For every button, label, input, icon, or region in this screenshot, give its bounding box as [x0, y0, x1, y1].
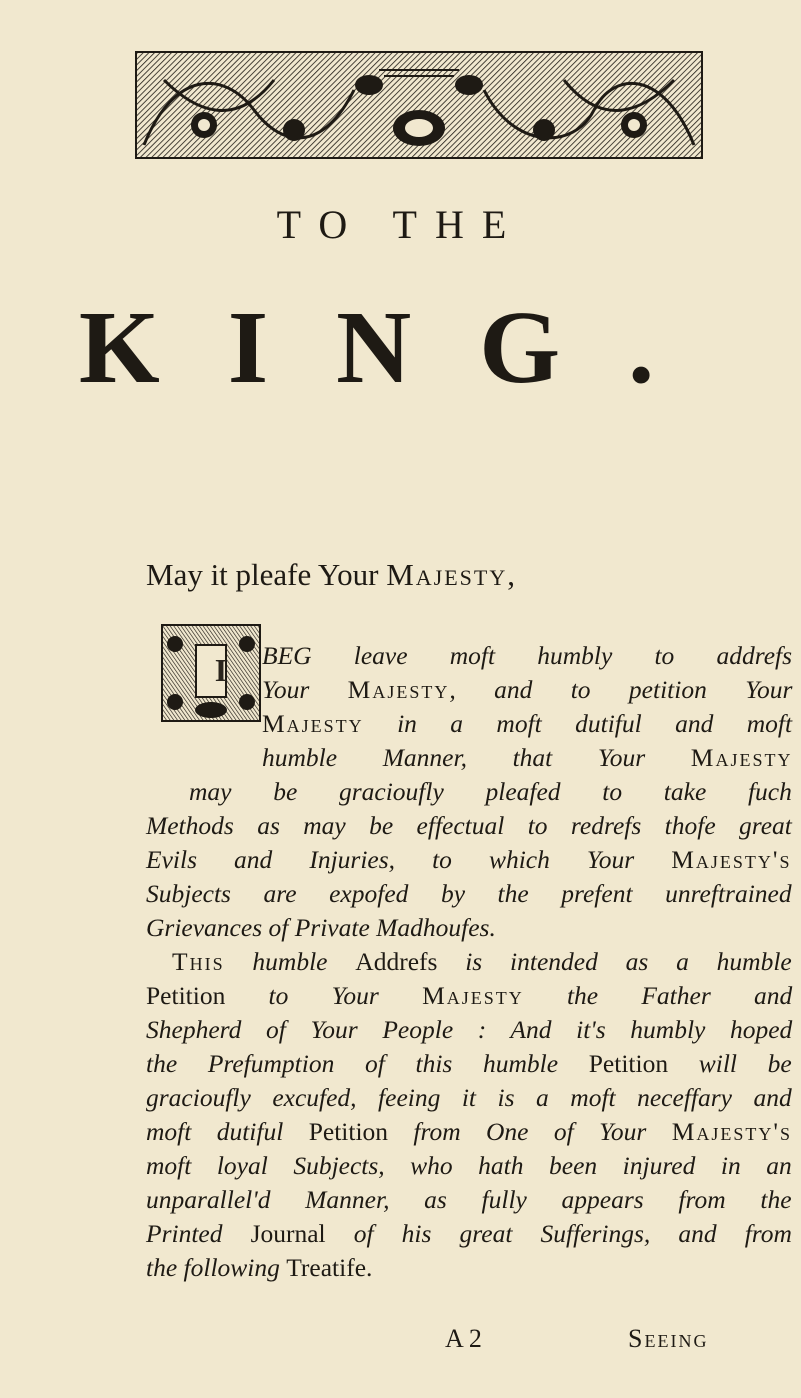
- text-segment: the Prefumption of this humble: [146, 1049, 589, 1078]
- text-segment: , and to petition Your: [449, 675, 793, 704]
- text-segment: Petition: [308, 1117, 389, 1146]
- signature-mark: A 2: [445, 1324, 482, 1353]
- text-segment: the Father and: [523, 981, 793, 1010]
- text-segment: moft loyal Subjects, who hath been injured in an: [146, 1151, 792, 1180]
- text-segment: Petition: [146, 981, 226, 1010]
- text-segment: Printed: [146, 1219, 251, 1248]
- text-segment: This: [172, 947, 225, 976]
- text-segment: Majesty's: [671, 1117, 793, 1146]
- text-segment: Majesty: [347, 675, 450, 704]
- heading-to-the: TO THE: [276, 202, 525, 247]
- text-line: [146, 847, 792, 873]
- text-line: [262, 643, 792, 669]
- text-line: [146, 983, 792, 1009]
- text-line: [146, 1153, 792, 1179]
- decorated-initial-letter: I: [214, 651, 228, 688]
- salutation-majesty: Majesty,: [386, 557, 517, 592]
- text-line: [146, 1085, 792, 1111]
- ornamental-headpiece: [134, 50, 704, 160]
- text-segment: Addrefs: [355, 947, 438, 976]
- heading-king: KING.: [78, 290, 723, 405]
- text-line: [262, 745, 792, 771]
- text-segment: Majesty: [262, 709, 364, 738]
- text-line: [146, 1017, 792, 1043]
- text-segment: BEG leave moft humbly to addrefs: [262, 641, 793, 670]
- text-segment: moft dutiful: [146, 1117, 309, 1146]
- text-segment: of his great Sufferings, and from: [325, 1219, 792, 1248]
- text-line: [146, 1255, 372, 1281]
- text-segment: humble: [224, 947, 356, 976]
- text-segment: Treatife.: [286, 1253, 373, 1282]
- text-segment: the following: [146, 1253, 287, 1282]
- text-line: [146, 1119, 792, 1145]
- text-line: [172, 949, 792, 975]
- text-line: [146, 915, 496, 941]
- salutation: [146, 557, 517, 593]
- text-line: [146, 813, 792, 839]
- text-segment: Subjects are expofed by the prefent unreftrained: [146, 879, 792, 908]
- text-segment: is intended as a humble: [437, 947, 792, 976]
- text-segment: Evils and Injuries, to which Your: [146, 845, 672, 874]
- text-segment: Methods as may be effectual to redrefs thofe great: [146, 811, 792, 840]
- text-segment: unparallel'd Manner, as fully appears from the: [146, 1185, 792, 1214]
- text-segment: will be: [668, 1049, 792, 1078]
- text-line: [189, 779, 792, 805]
- text-segment: Majesty's: [671, 845, 792, 874]
- text-line: [146, 881, 792, 907]
- text-segment: Your: [262, 675, 348, 704]
- text-segment: to Your: [225, 981, 423, 1010]
- text-line: [146, 1187, 792, 1213]
- text-segment: Grievances of Private Madhoufes.: [146, 913, 496, 942]
- text-segment: Shepherd of Your People : And it's humbly hoped: [146, 1015, 793, 1044]
- text-segment: gracioufly excufed, feeing it is a moft neceffary and: [146, 1083, 792, 1112]
- text-segment: in a moft dutiful and moft: [363, 709, 793, 738]
- salutation-text: May it pleafe Your: [146, 557, 387, 592]
- text-line: [262, 677, 792, 703]
- text-segment: humble Manner, that Your: [262, 743, 691, 772]
- text-line: [262, 711, 792, 737]
- text-segment: may be gracioufly pleafed to take fuch: [189, 777, 792, 806]
- text-segment: from One of Your: [388, 1117, 672, 1146]
- catchword: Seeing: [628, 1324, 709, 1353]
- text-segment: Journal: [250, 1219, 326, 1248]
- text-segment: Petition: [588, 1049, 669, 1078]
- text-segment: Majesty: [422, 981, 524, 1010]
- text-segment: Majesty: [690, 743, 793, 772]
- text-line: [146, 1221, 792, 1247]
- text-line: [146, 1051, 792, 1077]
